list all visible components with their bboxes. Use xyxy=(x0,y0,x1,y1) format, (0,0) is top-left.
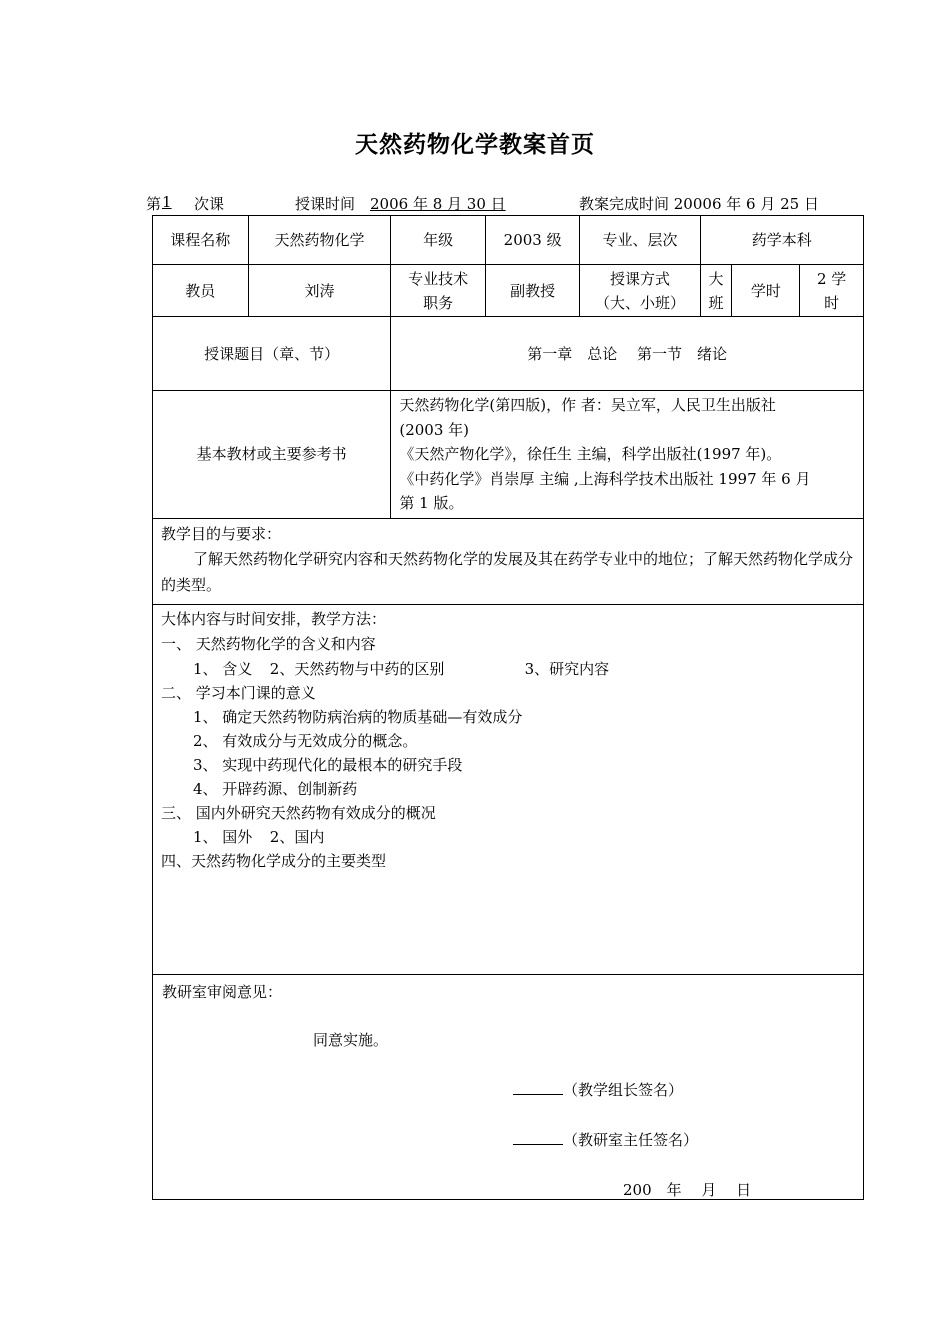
hours-value-line2: 时 xyxy=(824,293,840,312)
section-1-item: 3、研究内容 xyxy=(524,659,610,678)
teach-time-value: 2006 年 8 月 30 日 xyxy=(370,195,506,213)
section-2-item: 1、 确定天然药物防病治病的物质基础—有效成分 xyxy=(193,707,523,726)
lesson-suffix: 次课 xyxy=(194,195,225,213)
section-2-item: 2、 有效成分与无效成分的概念。 xyxy=(193,731,418,750)
review-opinion: 同意实施。 xyxy=(313,1030,389,1049)
hours-label: 学时 xyxy=(732,265,800,317)
section-4: 四、天然药物化学成分的主要类型 xyxy=(161,851,387,870)
title-label-line1: 专业技术 xyxy=(408,269,469,288)
textbook-line: 天然药物化学(第四版)，作 者：吴立军，人民卫生出版社 xyxy=(399,396,776,414)
signature-blank xyxy=(513,1130,563,1145)
section-3-items xyxy=(161,825,855,849)
row-textbook xyxy=(153,391,864,519)
course-label: 课程名称 xyxy=(153,216,249,265)
signature-blank xyxy=(513,1080,563,1095)
title-label-line2: 职务 xyxy=(423,293,454,312)
row-teacher xyxy=(153,265,864,317)
textbook-value xyxy=(391,391,864,519)
content-heading: 大体内容与时间安排，教学方法： xyxy=(161,609,387,628)
mode-value-line1: 大 xyxy=(708,269,724,288)
title-value: 副教授 xyxy=(485,265,580,317)
mode-value-line2: 班 xyxy=(708,293,724,312)
teach-time-label: 授课时间 xyxy=(295,195,356,213)
section-1: 一、 天然药物化学的含义和内容 xyxy=(161,634,376,653)
review-cell xyxy=(153,974,864,1199)
review-heading: 教研室审阅意见： xyxy=(162,982,283,1001)
row-course xyxy=(153,216,864,265)
textbook-line: (2003 年) xyxy=(399,420,470,439)
section-3-item: 2、国内 xyxy=(269,827,325,846)
section-3: 三、 国内外研究天然药物有效成分的概况 xyxy=(161,803,436,822)
mode-value xyxy=(700,265,732,317)
completion-time: 教案完成时间 20006 年 6 月 25 日 xyxy=(579,195,819,213)
textbook-line: 第 1 版。 xyxy=(399,494,464,512)
lesson-prefix: 第 xyxy=(146,195,162,213)
signature-leader xyxy=(513,1078,683,1102)
review-date: 200 年 月 日 xyxy=(623,1180,752,1199)
signature-director xyxy=(513,1128,698,1152)
row-content xyxy=(153,604,864,974)
section-2-item: 4、 开辟药源、创制新药 xyxy=(193,779,358,798)
goals-heading: 教学目的与要求： xyxy=(161,524,282,543)
major-value: 药学本科 xyxy=(700,216,863,265)
topic-label: 授课题目（章、节） xyxy=(153,317,391,391)
lesson-plan-table xyxy=(152,215,864,1200)
hours-value-line1: 2 学 xyxy=(816,269,847,288)
review-area xyxy=(153,975,863,1199)
lesson-number: 1 xyxy=(162,193,172,211)
mode-label-line2: （大、小班） xyxy=(594,293,685,312)
signature-leader-label: （教学组长签名） xyxy=(563,1080,684,1099)
section-1-items xyxy=(161,657,855,681)
row-goals xyxy=(153,518,864,604)
goals-text: 了解天然药物化学研究内容和天然药物化学的发展及其在药学专业中的地位；了解天然药物化学成分的类型。 xyxy=(161,549,854,594)
teacher-label: 教员 xyxy=(153,265,249,317)
mode-label-line1: 授课方式 xyxy=(609,269,670,288)
row-topic xyxy=(153,317,864,391)
section-2: 二、 学习本门课的意义 xyxy=(161,683,316,702)
section-1-item: 2、天然药物与中药的区别 xyxy=(269,659,445,678)
grade-label: 年级 xyxy=(391,216,486,265)
goals-cell xyxy=(153,518,864,604)
section-3-item: 1、 国外 xyxy=(193,827,253,846)
grade-value: 2003 级 xyxy=(485,216,580,265)
page-title: 天然药物化学教案首页 xyxy=(355,132,595,158)
content-cell xyxy=(153,604,864,974)
signature-director-label: （教研室主任签名） xyxy=(563,1130,699,1149)
textbook-label: 基本教材或主要参考书 xyxy=(153,391,391,519)
hours-value xyxy=(800,265,864,317)
course-value: 天然药物化学 xyxy=(248,216,391,265)
title-label xyxy=(391,265,486,317)
lesson-header xyxy=(146,193,866,215)
teacher-value: 刘涛 xyxy=(248,265,391,317)
textbook-line: 《中药化学》肖崇厚 主编 ,上海科学技术出版社 1997 年 6 月 xyxy=(399,469,811,488)
topic-value: 第一章 总论 第一节 绪论 xyxy=(391,317,864,391)
textbook-line: 《天然产物化学》，徐任生 主编，科学出版社(1997 年)。 xyxy=(399,445,782,463)
major-label: 专业、层次 xyxy=(580,216,700,265)
row-review xyxy=(153,974,864,1199)
section-2-item: 3、 实现中药现代化的最根本的研究手段 xyxy=(193,755,463,774)
mode-label xyxy=(580,265,700,317)
section-1-item: 1、 含义 xyxy=(193,659,253,678)
